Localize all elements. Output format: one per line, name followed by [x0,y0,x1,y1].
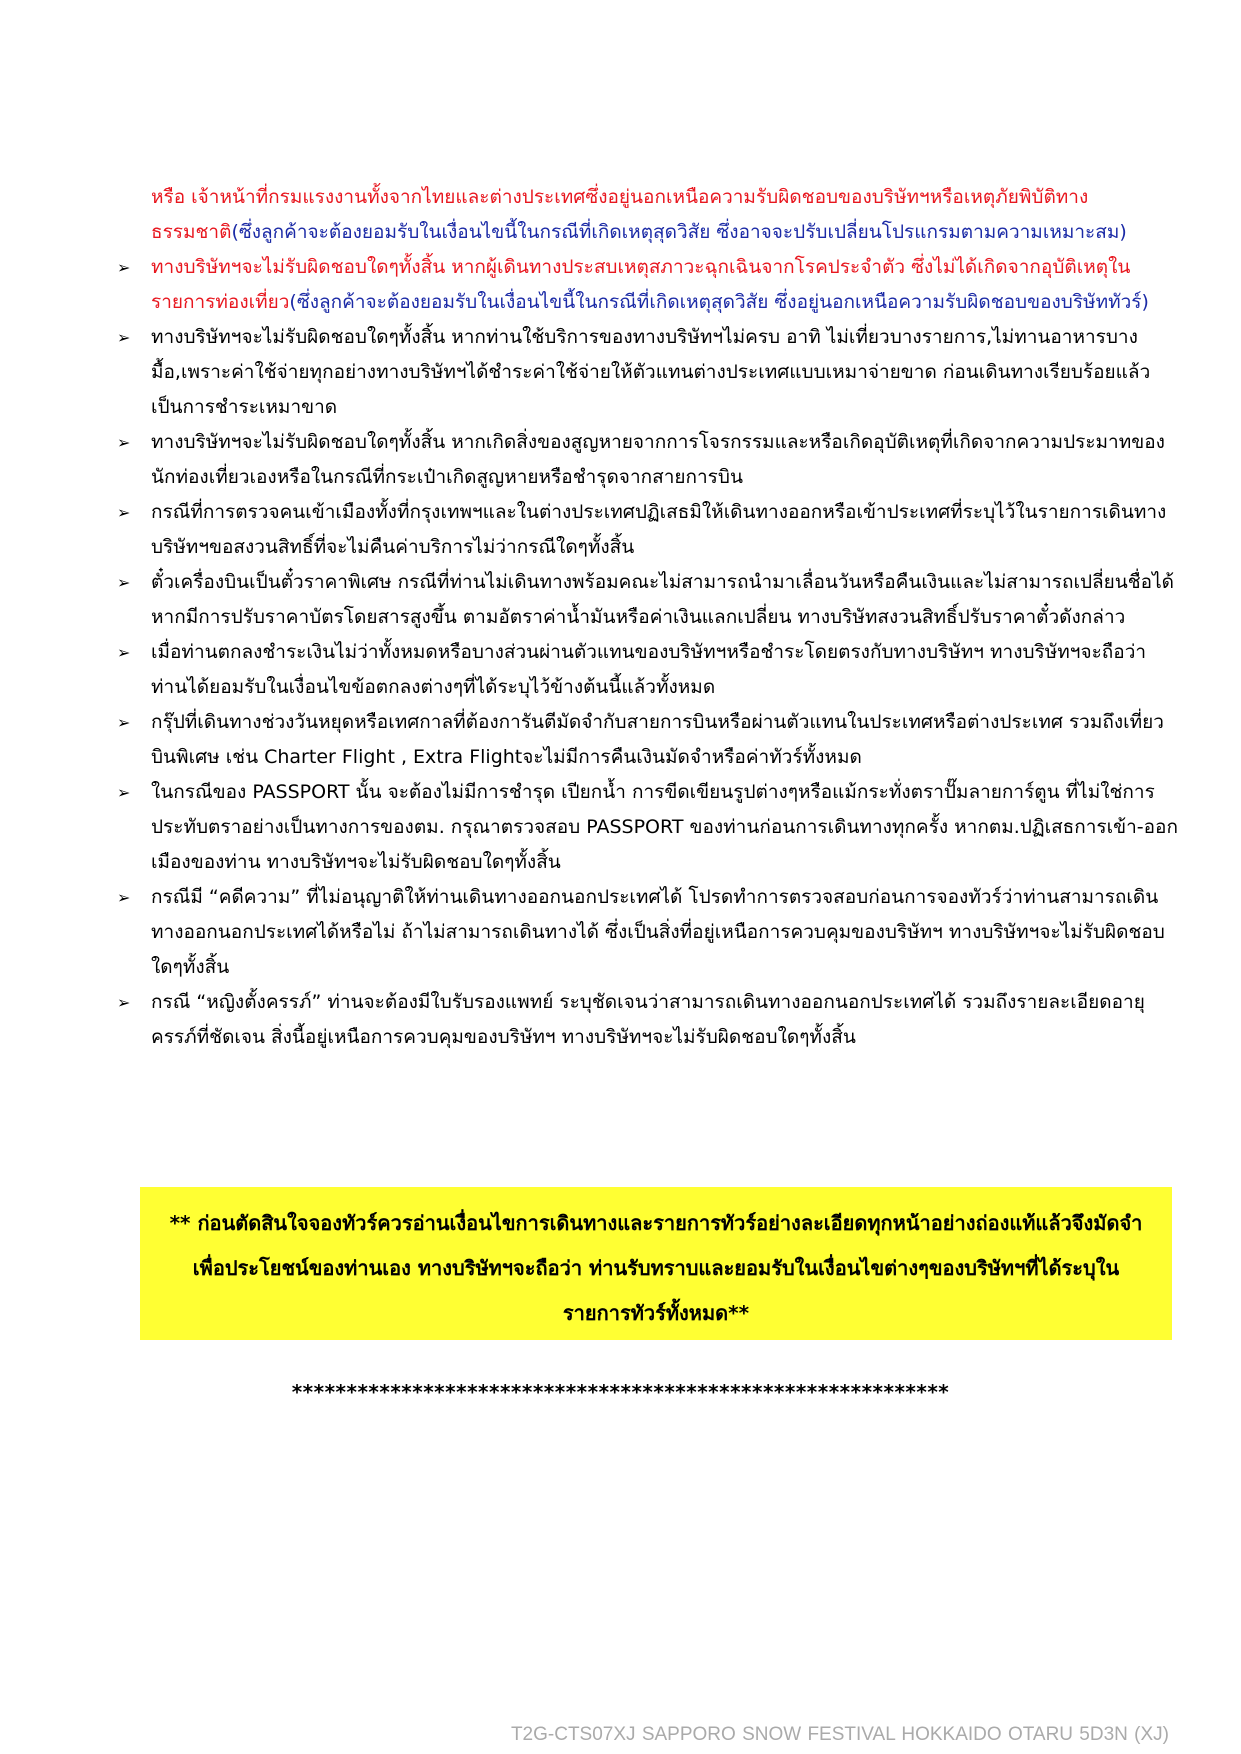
arrow-bullet-icon: ➢ [117,783,131,802]
list-item-text: กรณีมี “คดีความ” ที่ไม่อนุญาติให้ท่านเดินทางออกนอกประเทศได้ โปรดทำการตรวจสอบก่อนการจองทัวร์ว่าท่านสามารถเดินทางออกนอกประเทศได้หรือไม่ ถ้าไม่สามารถเดินทางได้ ซึ่งเป็นสิ่งที่อยู่เหนือการควบคุมของบริษัทฯ ทางบริษัทฯจะไม่รับผิดชอบใดๆทั้งสิ้น [151,886,1165,978]
arrow-bullet-icon: ➢ [117,258,131,277]
list-item-text: ทางบริษัทฯจะไม่รับผิดชอบใดๆทั้งสิ้น หากเกิดสิ่งของสูญหายจากการโจรกรรมและหรือเกิดอุบัติเหตุที่เกิดจากความประมาทของนักท่องเที่ยวเองหรือในกรณีที่กระเป๋าเกิดสูญหายหรือชำรุดจากสายการบิน [151,431,1165,488]
list-item-text: ตั๋วเครื่องบินเป็นตั๋วราคาพิเศษ กรณีที่ท่านไม่เดินทางพร้อมคณะไม่สามารถนำมาเลื่อนวันหรือคืนเงินและไม่สามารถเปลี่ยนชื่อได้หากมีการปรับราคาบัตรโดยสารสูงขึ้น ตามอัตราค่าน้ำมันหรือค่าเงินแลกเปลี่ยน ทางบริษัทสงวนสิทธิ์ปรับราคาตั๋วดังกล่าว [151,571,1174,628]
separator-stars: ************************************************************ [291,1380,950,1404]
intro-paragraph [151,180,1181,250]
list-item-text: กรณี “หญิงตั้งครรภ์” ท่านจะต้องมีใบรับรองแพทย์ ระบุชัดเจนว่าสามารถเดินทางออกนอกประเทศได้ รวมถึงรายละเอียดอายุครรภ์ที่ชัดเจน สิ่งนี้อยู่เหนือการควบคุมของบริษัทฯ ทางบริษัทฯจะไม่รับผิดชอบใดๆทั้งสิ้น [151,991,1145,1048]
arrow-bullet-icon: ➢ [117,993,131,1012]
list-item [117,985,1181,1055]
arrow-bullet-icon: ➢ [117,643,131,662]
list-item [117,635,1181,705]
arrow-bullet-icon: ➢ [117,573,131,592]
intro-red-text: หรือ เจ้าหน้าที่กรมแรงงานทั้งจากไทยและต่างประเทศซึ่งอยู่นอกเหนือความรับผิดชอบของบริษัทฯหรือเหตุภัยพิบัติทางธรรมชาติ [151,186,1089,243]
list-item-text: ในกรณีของ PASSPORT นั้น จะต้องไม่มีการชำรุด เปียกน้ำ การขีดเขียนรูปต่างๆหรือแม้กระทั่งตราปั๊มลายการ์ตูน ที่ไม่ใช่การประทับตราอย่างเป็นทางการของตม. กรุณาตรวจสอบ PASSPORT ของท่านก่อนการเดินทางทุกครั้ง หากตม.ปฏิเสธการเข้า-ออกเมืองของท่าน ทางบริษัทฯจะไม่รับผิดชอบใดๆทั้งสิ้น [151,781,1178,873]
list-item-text: กรณีที่การตรวจคนเข้าเมืองทั้งที่กรุงเทพฯและในต่างประเทศปฏิเสธมิให้เดินทางออกหรือเข้าประเทศที่ระบุไว้ในรายการเดินทาง บริษัทฯขอสงวนสิทธิ์ที่จะไม่คืนค่าบริการไม่ว่ากรณีใดๆทั้งสิ้น [151,501,1167,558]
list-item-text: ทางบริษัทฯจะไม่รับผิดชอบใดๆทั้งสิ้น หากท่านใช้บริการของทางบริษัทฯไม่ครบ อาทิ ไม่เที่ยวบางรายการ,ไม่ทานอาหารบางมื้อ,เพราะค่าใช้จ่ายทุกอย่างทางบริษัทฯได้ชำระค่าใช้จ่ายให้ตัวแทนต่างประเทศแบบเหมาจ่ายขาด ก่อนเดินทางเรียบร้อยแล้วเป็นการชำระเหมาขาด [151,326,1151,418]
list-item-blue-text: (ซึ่งลูกค้าจะต้องยอมรับในเงื่อนไขนี้ในกรณีที่เกิดเหตุสุดวิสัย ซึ่งอยู่นอกเหนือความรับผิดชอบของบริษัททัวร์) [289,291,1149,313]
list-item [117,250,1181,320]
list-item-text: กรุ๊ปที่เดินทางช่วงวันหยุดหรือเทศกาลที่ต้องการันตีมัดจำกับสายการบินหรือผ่านตัวแทนในประเทศหรือต่างประเทศ รวมถึงเที่ยวบินพิเศษ เช่น Charter Flight , Extra Flightจะไม่มีการคืนเงินมัดจำหรือค่าทัวร์ทั้งหมด [151,711,1164,768]
list-item [117,565,1181,635]
list-item-red-text: ทางบริษัทฯจะไม่รับผิดชอบใดๆทั้งสิ้น หากผู้เดินทางประสบเหตุสภาวะฉุกเฉินจากโรคประจำตัว ซึ่งไม่ได้เกิดจากอุบัติเหตุในรายการท่องเที่ยว [151,256,1131,313]
list-item [117,495,1181,565]
list-item [117,880,1181,985]
list-item-text: เมื่อท่านตกลงชำระเงินไม่ว่าทั้งหมดหรือบางส่วนผ่านตัวแทนของบริษัทฯหรือชำระโดยตรงกับทางบริษัทฯ ทางบริษัทฯจะถือว่าท่านได้ยอมรับในเงื่อนไขข้อตกลงต่างๆที่ได้ระบุไว้ข้างต้นนี้แล้วทั้งหมด [151,641,1147,698]
list-item [117,705,1181,775]
arrow-bullet-icon: ➢ [117,713,131,732]
list-item [117,320,1181,425]
intro-blue-text: (ซึ่งลูกค้าจะต้องยอมรับในเงื่อนไขนี้ในกรณีที่เกิดเหตุสุดวิสัย ซึ่งอาจจะปรับเปลี่ยนโปรแกรมตามความเหมาะสม) [231,221,1127,243]
terms-section [117,180,1181,1055]
arrow-bullet-icon: ➢ [117,503,131,522]
list-item [117,775,1181,880]
list-item [117,425,1181,495]
arrow-bullet-icon: ➢ [117,328,131,347]
arrow-bullet-icon: ➢ [117,433,131,452]
page-footer: T2G-CTS07XJ SAPPORO SNOW FESTIVAL HOKKAIDO OTARU 5D3N (XJ) [510,1724,1169,1745]
highlight-notice: ** ก่อนตัดสินใจจองทัวร์ควรอ่านเงื่อนไขการเดินทางและรายการทัวร์อย่างละเอียดทุกหน้าอย่างถ่องแท้แล้วจึงมัดจำเพื่อประโยชน์ของท่านเอง ทางบริษัทฯจะถือว่า ท่านรับทราบและยอมรับในเงื่อนไขต่างๆของบริษัทฯที่ได้ระบุในรายการทัวร์ทั้งหมด** [140,1187,1172,1340]
arrow-bullet-icon: ➢ [117,888,131,907]
